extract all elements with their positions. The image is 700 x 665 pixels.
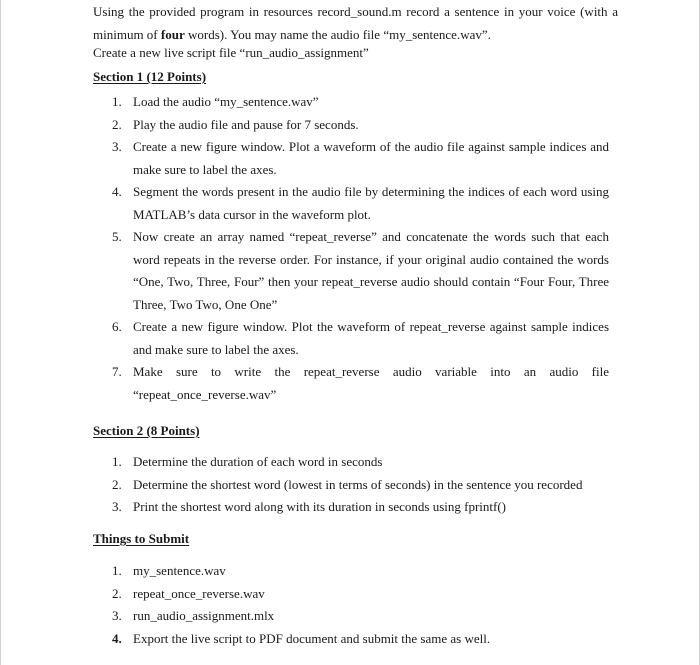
list-item (1, 605, 609, 628)
list-number: 6. (112, 319, 122, 334)
list-item-text: Play the audio file and pause for 7 seconds. (133, 116, 359, 132)
list-number: 2. (112, 116, 122, 132)
list-item (1, 91, 609, 114)
intro-text-part1: Using the provided program in resources record_sound.m record a sentence in your voice (with a minimum of (93, 4, 618, 42)
list-item (1, 316, 609, 361)
list-item-text: Determine the duration of each word in seconds (133, 454, 383, 469)
section1-list (1, 91, 609, 406)
list-item-text: Create a new figure window. Plot a waveform of the audio file against sample indices and make sure to label the axes. (133, 139, 609, 177)
section2-heading: Section 2 (8 Points) (93, 423, 200, 438)
list-item-text: Load the audio “my_sentence.wav” (133, 94, 319, 109)
list-number: 1. (112, 563, 122, 578)
list-item-text: my_sentence.wav (133, 563, 226, 578)
list-item-text: Print the shortest word along with its duration in seconds using fprintf() (133, 499, 506, 514)
list-number: 5. (112, 229, 122, 244)
list-item (1, 451, 609, 474)
list-number: 4. (112, 630, 122, 646)
list-item-text: Export the live script to PDF document and submit the same as well. (133, 630, 491, 646)
intro-paragraph (93, 1, 618, 46)
list-item-text: run_audio_assignment.mlx (133, 608, 275, 623)
list-item (1, 136, 609, 181)
list-number: 3. (112, 139, 122, 154)
list-item-text: Now create an array named “repeat_reverse” and concatenate the words such that each word repeats in the reverse order. For instance, if your original audio contained the words “One, Two, Three, Four” then your repeat_reverse audio should contain “Four Four, Three Three, Two Two, One One” (133, 229, 609, 312)
list-number: 3. (112, 499, 122, 514)
intro-text-part2: words). You may name the audio file “my_sentence.wav”. (184, 26, 491, 42)
list-item-text-line1: Make sure to write the repeat_reverse audio variable into an audio file (133, 364, 609, 379)
list-item (1, 181, 609, 226)
list-item (1, 628, 609, 651)
create-live-script-line: Create a new live script file “run_audio_assignment” (93, 45, 369, 60)
list-item (1, 583, 609, 606)
list-number: 3. (112, 608, 122, 623)
list-item-text: Determine the shortest word (lowest in terms of seconds) in the sentence you recorded (133, 476, 583, 492)
list-item (1, 560, 609, 583)
list-item (1, 496, 609, 519)
list-item-text: Segment the words present in the audio file by determining the indices of each word using MATLAB’s data cursor in the waveform plot. (133, 184, 609, 222)
things-to-submit-heading: Things to Submit (93, 531, 190, 546)
list-item (1, 361, 609, 406)
list-number: 2. (112, 476, 122, 492)
list-item (1, 114, 609, 137)
list-item (1, 474, 609, 497)
list-number: 7. (112, 364, 122, 379)
list-item (1, 226, 609, 316)
list-number: 1. (112, 94, 122, 109)
submit-list (1, 560, 609, 650)
list-item-text: repeat_once_reverse.wav (133, 585, 265, 601)
section2-list (1, 451, 609, 519)
list-number: 2. (112, 585, 122, 601)
list-number: 4. (112, 184, 122, 199)
list-item-text: Create a new figure window. Plot the waveform of repeat_reverse against sample indices and make sure to label the axes. (133, 319, 609, 357)
intro-text-bold: four (160, 26, 185, 42)
list-item-text-line2: “repeat_once_reverse.wav” (133, 386, 277, 402)
list-number: 1. (112, 454, 122, 469)
section1-heading: Section 1 (12 Points) (93, 69, 207, 84)
